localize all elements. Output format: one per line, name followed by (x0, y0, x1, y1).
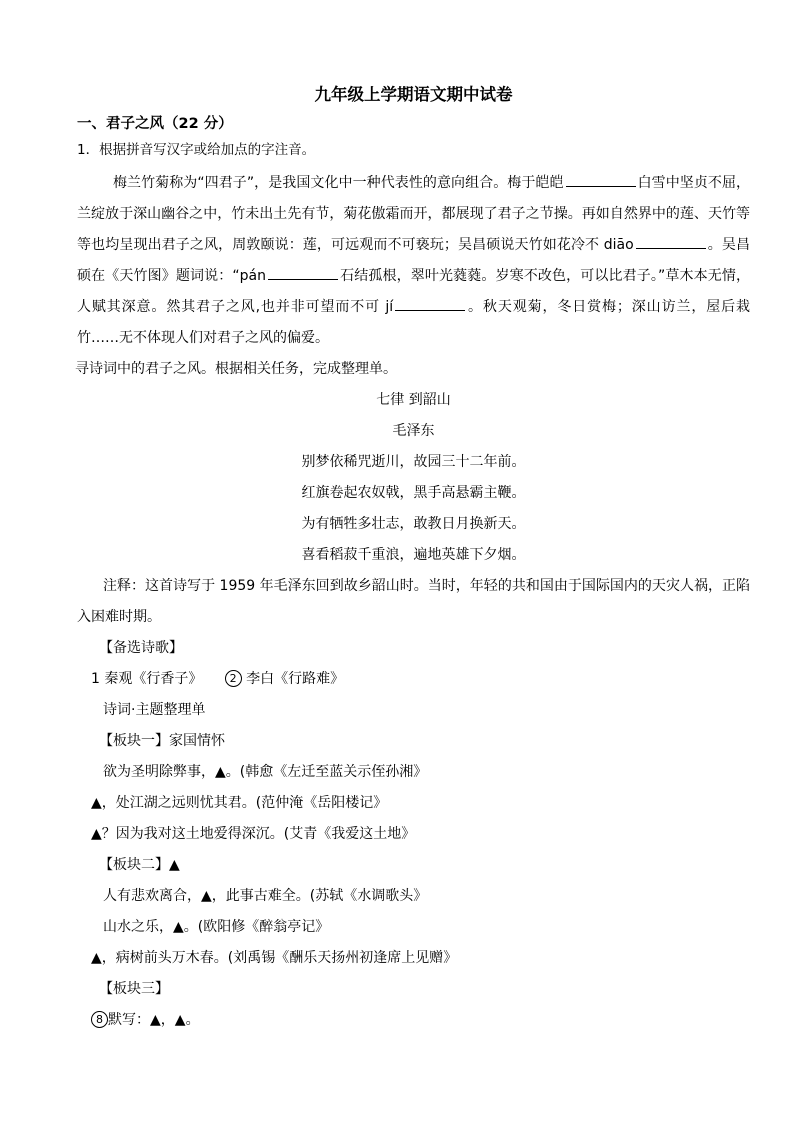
block-2-line-1 (77, 881, 750, 912)
poem-title: 七律 到韶山 (376, 392, 451, 408)
block-1-line-2 (77, 788, 750, 819)
line-text: 山水之乐， (103, 919, 173, 935)
answer-blank-3[interactable] (268, 265, 338, 280)
alt-poem-number-1: 1 (91, 671, 100, 687)
answer-triangle[interactable]: ▲ (91, 795, 102, 811)
passage (77, 168, 750, 354)
poem-note: 注释：这首诗写于 1959 年毛泽东回到故乡韶山时。当时，年轻的共和国由于国际国内的天灾人祸，正陷入困难时期。 (77, 578, 750, 625)
question-1: 1．根据拼音写汉字或给加点的字注音。 (77, 142, 316, 158)
line-text: 。(欧阳修《醉翁亭记》 (183, 919, 330, 935)
block-1-line-3 (77, 819, 750, 850)
block-2-line-2 (77, 912, 750, 943)
passage-part-4: 石结孤根，翠叶光蕤蕤。岁寒不改色，可以比君子。”草木本无情，人赋其深意。然其君子之风,也并非可望而不可 jí (77, 268, 750, 315)
alt-poem-number-2: 2 (225, 670, 242, 687)
poem-line: 为有牺牲多壮志，敢教日月换新天。 (301, 516, 526, 532)
poem-line: 别梦依稀咒逝川，故园三十二年前。 (301, 454, 526, 470)
answer-triangle[interactable]: ▲ (150, 1012, 161, 1028)
answer-triangle[interactable]: ▲ (215, 764, 226, 780)
line-text: 欲为圣明除弊事， (103, 764, 215, 780)
answer-triangle[interactable]: ▲ (173, 919, 184, 935)
line-text: 人有悲欢离合， (103, 888, 201, 904)
alt-poems-list (77, 664, 750, 695)
block-3-line-1 (77, 1005, 750, 1036)
answer-triangle[interactable]: ▲ (174, 1012, 186, 1028)
alt-poem-1: 秦观《行香子》 (104, 671, 203, 687)
block-2-heading (77, 850, 750, 881)
line-text: ，处江湖之远则忧其君。(范仲淹《岳阳楼记》 (101, 795, 388, 811)
line-text: ，病树前头万木春。(刘禹锡《酬乐天扬州初逢席上见赠》 (101, 950, 458, 966)
item-number-8: 8 (91, 1011, 108, 1028)
alt-poems-heading: 【备选诗歌】 (99, 640, 183, 656)
alt-poem-2: 李白《行路难》 (246, 671, 345, 687)
answer-triangle[interactable]: ▲ (91, 826, 102, 842)
answer-triangle[interactable]: ▲ (91, 950, 102, 966)
passage-part-1: 梅兰竹菊称为“四君子”，是我国文化中一种代表性的意向组合。梅于皑皑 (113, 175, 564, 191)
passage-part-3: 。吴昌硕在《天竹图》题词说：“pán (77, 237, 750, 284)
answer-blank-4[interactable] (395, 296, 465, 311)
section-heading: 一、君子之风（22 分） (77, 116, 233, 132)
line-text: ， (160, 1012, 175, 1028)
line-text: 默写： (108, 1012, 150, 1028)
poem-line: 喜看稻菽千重浪，遍地英雄下夕烟。 (301, 547, 526, 563)
block-2-heading-text: 【板块二】 (99, 857, 169, 873)
poem-author: 毛泽东 (392, 423, 435, 439)
answer-blank-2[interactable] (636, 234, 706, 249)
line-text: ？因为我对这土地爱得深沉。(艾青《我爱这土地》 (101, 826, 416, 842)
page-title: 九年级上学期语文期中试卷 (314, 85, 513, 104)
answer-blank-1[interactable] (566, 172, 636, 187)
task-instruction: 寻诗词中的君子之风。根据相关任务，完成整理单。 (75, 361, 397, 377)
sheet-title: 诗词·主题整理单 (103, 702, 206, 718)
answer-triangle[interactable]: ▲ (169, 857, 180, 873)
line-text: 。 (185, 1012, 200, 1028)
block-3-heading: 【板块三】 (99, 981, 169, 997)
block-1-heading: 【板块一】家国情怀 (99, 733, 225, 749)
passage-part-2: 白雪中坚贞不屈，兰绽放于深山幽谷之中，竹未出土先有节，菊花傲霜而开，都展现了君子之节操。再如自然界中的莲、天竹等等也均呈现出君子之风，周敦颐说：莲，可远观而不可亵玩；吴昌硕说天竹如花冷不 diāo (77, 175, 750, 253)
block-1-line-1 (77, 757, 750, 788)
line-text: 。(韩愈《左迁至蓝关示侄孙湘》 (225, 764, 428, 780)
answer-triangle[interactable]: ▲ (201, 888, 212, 904)
poem-line: 红旗卷起农奴戟，黑手高悬霸主鞭。 (301, 485, 526, 501)
passage-part-5: 。秋天观菊，冬日赏梅；深山访兰，屋后栽竹……无不体现人们对君子之风的偏爱。 (77, 299, 750, 346)
block-2-line-3 (77, 943, 750, 974)
line-text: ，此事古难全。(苏轼《水调歌头》 (211, 888, 428, 904)
